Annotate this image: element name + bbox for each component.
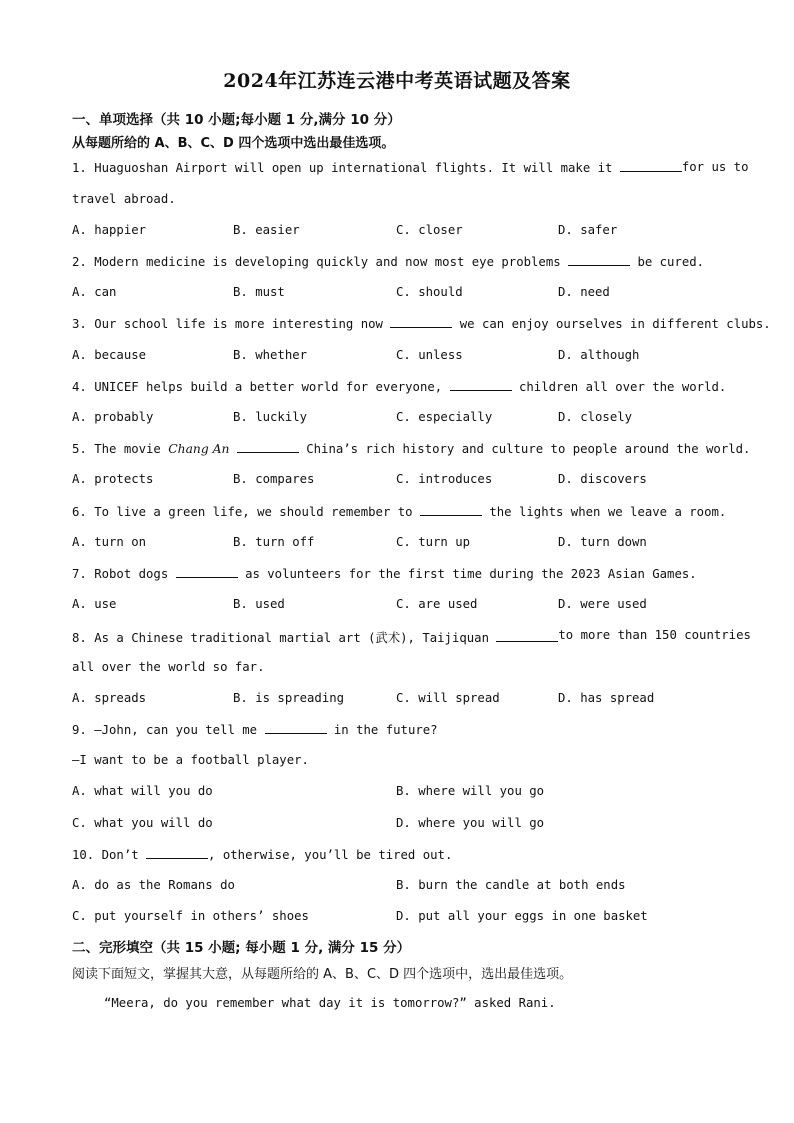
question-text: to more than 150 countries bbox=[558, 628, 751, 642]
section-heading-multiple-choice: 一、单项选择（共 10 小题;每小题 1 分,满分 10 分） bbox=[72, 112, 401, 128]
answer-blank bbox=[568, 254, 630, 266]
option-b: B. must bbox=[233, 285, 285, 299]
option-d: D. closely bbox=[558, 410, 633, 424]
question-text: 2. Modern medicine is developing quickly and now most eye problems bbox=[72, 255, 561, 269]
answer-blank bbox=[420, 504, 482, 516]
answer-blank bbox=[620, 160, 682, 172]
question-text: as volunteers for the first time during the 2023 Asian Games. bbox=[245, 567, 697, 581]
question-text: 1. Huaguoshan Airport will open up international flights. It will make it bbox=[72, 161, 613, 175]
answer-blank bbox=[237, 441, 299, 453]
section-instruction: 从每题所给的 A、B、C、D 四个选项中选出最佳选项。 bbox=[72, 136, 395, 151]
movie-title: Chang An bbox=[168, 442, 230, 456]
question-text: 3. Our school life is more interesting now bbox=[72, 317, 383, 331]
option-d: D. has spread bbox=[558, 691, 655, 705]
option-c: C. will spread bbox=[396, 691, 500, 705]
option-d: D. although bbox=[558, 348, 640, 362]
option-c: C. unless bbox=[396, 348, 463, 362]
answer-blank bbox=[176, 566, 238, 578]
question-text: we can enjoy ourselves in different clubs. bbox=[459, 317, 771, 331]
option-c: C. closer bbox=[396, 223, 463, 237]
option-c: C. put yourself in others’ shoes bbox=[72, 909, 309, 923]
option-a: A. what will you do bbox=[72, 784, 213, 798]
option-b: B. where will you go bbox=[396, 784, 545, 798]
answer-blank bbox=[265, 722, 327, 734]
question-8 bbox=[72, 628, 751, 646]
option-d: D. where you will go bbox=[396, 816, 545, 830]
question-text: in the future? bbox=[333, 723, 438, 737]
option-c: C. are used bbox=[396, 597, 478, 611]
question-10 bbox=[72, 847, 732, 862]
question-8-continuation: all over the world so far. bbox=[72, 660, 265, 674]
question-9-reply: —I want to be a football player. bbox=[72, 753, 309, 767]
question-2 bbox=[72, 254, 732, 269]
option-d: D. put all your eggs in one basket bbox=[396, 909, 648, 923]
question-text: 4. UNICEF helps build a better world for everyone, bbox=[72, 380, 443, 394]
option-a: A. happier bbox=[72, 223, 147, 237]
question-text: 9. —John, can you tell me bbox=[72, 723, 258, 737]
cloze-instruction: 阅读下面短文，掌握其大意，从每题所给的 A、B、C、D 四个选项中，选出最佳选项。 bbox=[72, 967, 573, 982]
page-title: 2024年江苏连云港中考英语试题及答案 bbox=[223, 70, 571, 92]
option-b: B. turn off bbox=[233, 535, 315, 549]
option-b: B. used bbox=[233, 597, 285, 611]
question-text: 10. Don’t bbox=[72, 848, 139, 862]
question-1-continuation: travel abroad. bbox=[72, 192, 176, 206]
option-b: B. easier bbox=[233, 223, 300, 237]
option-a: A. protects bbox=[72, 472, 154, 486]
cloze-passage-first-line: “Meera, do you remember what day it is tomorrow?” asked Rani. bbox=[104, 996, 556, 1010]
question-text: , otherwise, you’ll be tired out. bbox=[208, 848, 453, 862]
option-b: B. whether bbox=[233, 348, 308, 362]
question-6 bbox=[72, 504, 732, 519]
answer-blank bbox=[146, 847, 208, 859]
question-text: children all over the world. bbox=[518, 380, 727, 394]
question-text: China’s rich history and culture to people around the world. bbox=[306, 442, 751, 456]
option-d: D. need bbox=[558, 285, 610, 299]
answer-blank bbox=[496, 630, 558, 642]
option-a: A. because bbox=[72, 348, 147, 362]
option-a: A. turn on bbox=[72, 535, 147, 549]
option-d: D. discovers bbox=[558, 472, 647, 486]
option-b: B. luckily bbox=[233, 410, 308, 424]
option-b: B. burn the candle at both ends bbox=[396, 878, 626, 892]
option-a: A. probably bbox=[72, 410, 154, 424]
option-a: A. use bbox=[72, 597, 117, 611]
option-d: D. were used bbox=[558, 597, 647, 611]
option-c: C. what you will do bbox=[72, 816, 213, 830]
question-1 bbox=[72, 160, 749, 175]
question-7 bbox=[72, 566, 732, 581]
answer-blank bbox=[450, 379, 512, 391]
question-text: 6. To live a green life, we should remember to bbox=[72, 505, 413, 519]
question-4 bbox=[72, 379, 732, 394]
question-9 bbox=[72, 722, 732, 737]
option-c: C. introduces bbox=[396, 472, 493, 486]
question-3 bbox=[72, 316, 771, 331]
section-heading-cloze: 二、完形填空（共 15 小题; 每小题 1 分, 满分 15 分） bbox=[72, 940, 411, 956]
question-text: for us to bbox=[681, 160, 749, 174]
option-c: C. turn up bbox=[396, 535, 471, 549]
option-a: A. spreads bbox=[72, 691, 147, 705]
option-a: A. can bbox=[72, 285, 117, 299]
question-text: 7. Robot dogs bbox=[72, 567, 169, 581]
option-c: C. should bbox=[396, 285, 463, 299]
option-b: B. compares bbox=[233, 472, 315, 486]
question-text: be cured. bbox=[637, 255, 705, 269]
question-text: the lights when we leave a room. bbox=[489, 505, 727, 519]
option-a: A. do as the Romans do bbox=[72, 878, 235, 892]
option-c: C. especially bbox=[396, 410, 493, 424]
answer-blank bbox=[390, 316, 452, 328]
option-d: D. turn down bbox=[558, 535, 647, 549]
question-text: 5. The movie bbox=[72, 442, 161, 456]
option-d: D. safer bbox=[558, 223, 618, 237]
question-5 bbox=[72, 441, 751, 456]
option-b: B. is spreading bbox=[233, 691, 345, 705]
question-text: 8. As a Chinese traditional martial art (武术), Taijiquan bbox=[72, 631, 489, 645]
